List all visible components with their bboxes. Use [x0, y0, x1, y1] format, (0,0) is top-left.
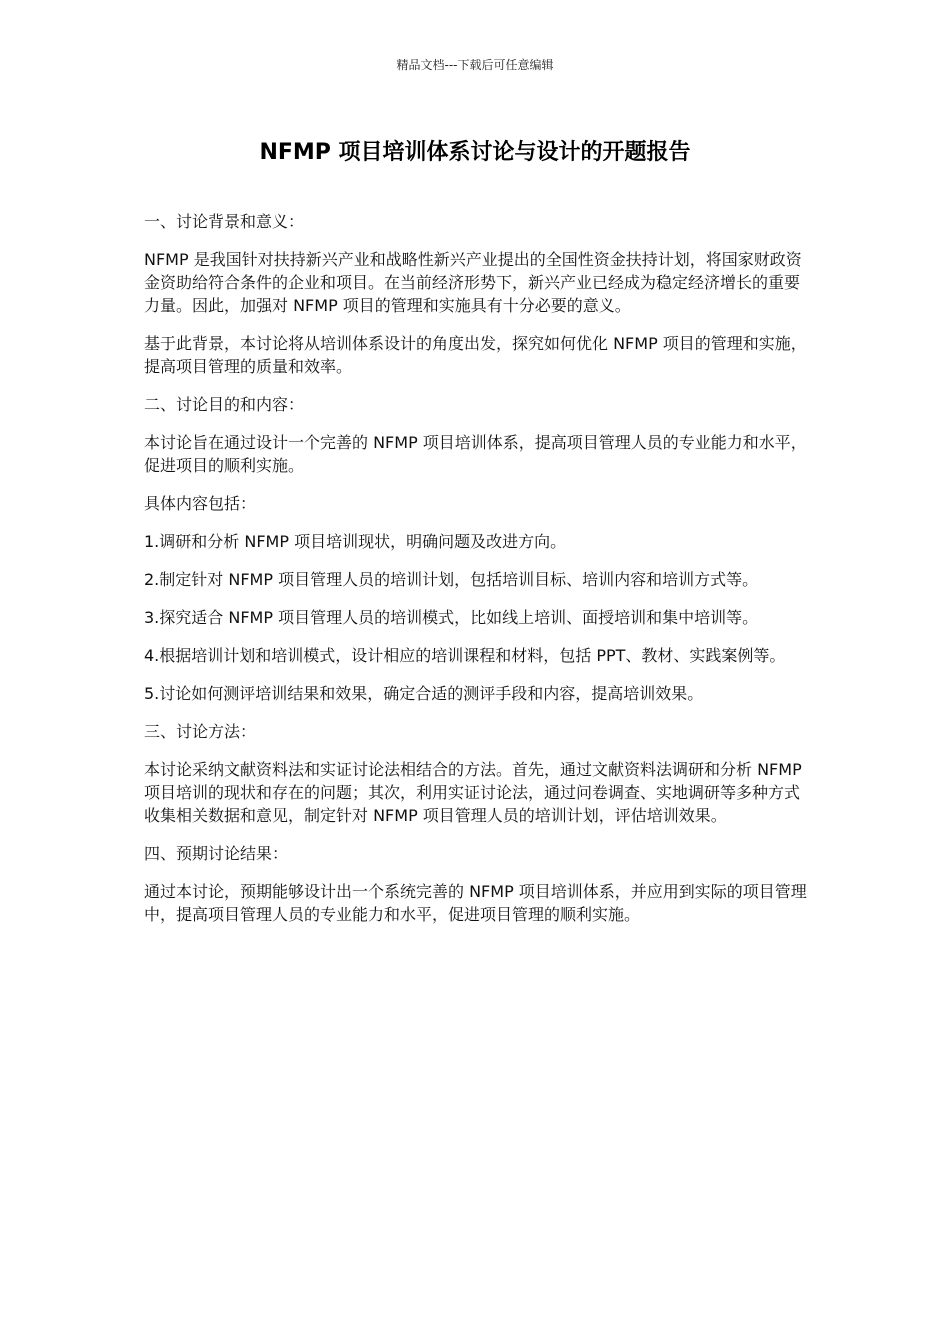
list-item-2: 2.制定针对 NFMP 项目管理人员的培训计划，包括培训目标、培训内容和培训方式等。 — [144, 570, 759, 589]
list-item-1: 1.调研和分析 NFMP 项目培训现状，明确问题及改进方向。 — [144, 532, 567, 551]
section-heading-results: 四、预期讨论结果： — [144, 844, 289, 863]
document-title: NFMP 项目培训体系讨论与设计的开题报告 — [259, 140, 691, 165]
document-body — [144, 210, 814, 941]
paragraph-background-1: NFMP 是我国针对扶持新兴产业和战略性新兴产业提出的全国性资金扶持计划，将国家财政资金资助给符合条件的企业和项目。在当前经济形势下，新兴产业已经成为稳定经济增长的重要力量。因此，加强对 NFMP 项目的管理和实施具有十分必要的意义。 — [144, 250, 802, 315]
paragraph-method: 本讨论采纳文献资料法和实证讨论法相结合的方法。首先，通过文献资料法调研和分析 NFMP 项目培训的现状和存在的问题；其次，利用实证讨论法，通过问卷调查、实地调研等多种方式收集相关数据和意见，制定针对 NFMP 项目管理人员的培训计划，评估培训效果。 — [144, 760, 802, 825]
page-header: 精品文档---下载后可任意编辑 — [396, 58, 554, 72]
section-heading-purpose: 二、讨论目的和内容： — [144, 395, 305, 414]
section-heading-background: 一、讨论背景和意义： — [144, 212, 305, 231]
paragraph-purpose: 本讨论旨在通过设计一个完善的 NFMP 项目培训体系，提高项目管理人员的专业能力和水平，促进项目的顺利实施。 — [144, 433, 807, 475]
section-heading-method: 三、讨论方法： — [144, 722, 257, 741]
list-item-5: 5.讨论如何测评培训结果和效果，确定合适的测评手段和内容，提高培训效果。 — [144, 684, 704, 703]
paragraph-background-2: 基于此背景，本讨论将从培训体系设计的角度出发，探究如何优化 NFMP 项目的管理和实施，提高项目管理的质量和效率。 — [144, 334, 807, 376]
paragraph-content-intro: 具体内容包括： — [144, 494, 257, 513]
list-item-4: 4.根据培训计划和培训模式，设计相应的培训课程和材料，包括 PPT、教材、实践案例等。 — [144, 646, 786, 665]
list-item-3: 3.探究适合 NFMP 项目管理人员的培训模式，比如线上培训、面授培训和集中培训等。 — [144, 608, 759, 627]
paragraph-results: 通过本讨论，预期能够设计出一个系统完善的 NFMP 项目培训体系，并应用到实际的项目管理中，提高项目管理人员的专业能力和水平，促进项目管理的顺利实施。 — [144, 882, 807, 924]
